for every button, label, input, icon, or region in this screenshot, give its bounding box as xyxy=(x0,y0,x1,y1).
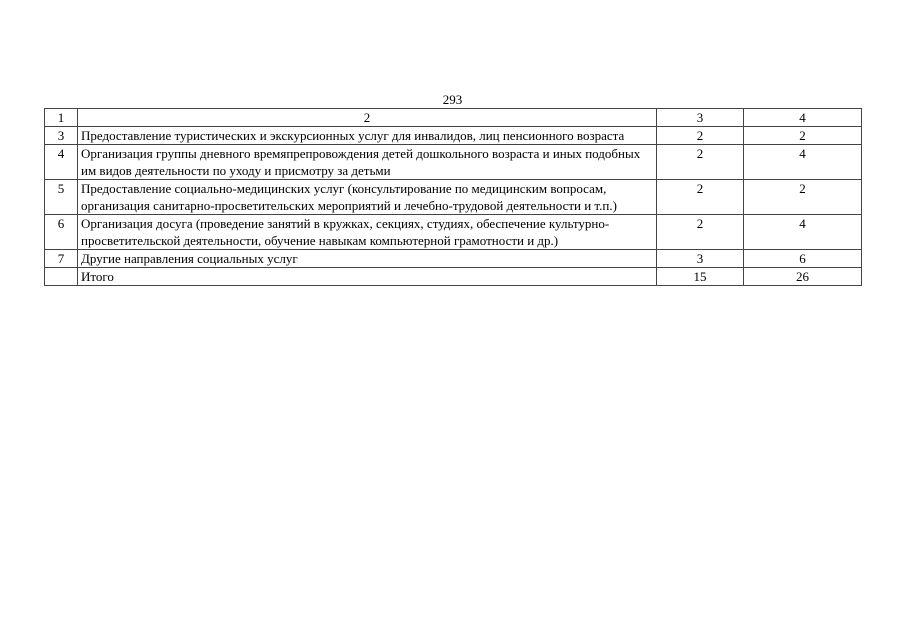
row-number: 4 xyxy=(45,145,78,180)
row-value-col4: 4 xyxy=(744,215,862,250)
row-description: Организация группы дневного времяпрепровождения детей дошкольного возраста и иных подобных им видов деятельности по уходу и присмотру за детьми xyxy=(78,145,657,180)
row-value-col4: 2 xyxy=(744,127,862,145)
row-number: 5 xyxy=(45,180,78,215)
row-description: Другие направления социальных услуг xyxy=(78,250,657,268)
row-number: 7 xyxy=(45,250,78,268)
row-value-col3: 2 xyxy=(657,145,744,180)
table-row xyxy=(45,180,862,215)
row-number: 3 xyxy=(45,127,78,145)
row-value-col3: 2 xyxy=(657,180,744,215)
total-label: Итого xyxy=(78,268,657,286)
table-row xyxy=(45,127,862,145)
total-value-col4: 26 xyxy=(744,268,862,286)
table-row xyxy=(45,145,862,180)
table-row xyxy=(45,250,862,268)
page-number: 293 xyxy=(442,92,463,107)
row-number xyxy=(45,268,78,286)
row-number: 6 xyxy=(45,215,78,250)
header-cell-4: 4 xyxy=(744,109,862,127)
row-description: Организация досуга (проведение занятий в кружках, секциях, студиях, обеспечение культурно-просветительской деятельности, обучение навыкам компьютерной грамотности и др.) xyxy=(78,215,657,250)
row-description: Предоставление туристических и экскурсионных услуг для инвалидов, лиц пенсионного возраста xyxy=(78,127,657,145)
row-value-col4: 6 xyxy=(744,250,862,268)
row-value-col3: 2 xyxy=(657,215,744,250)
table-total-row xyxy=(45,268,862,286)
header-cell-3: 3 xyxy=(657,109,744,127)
row-value-col3: 3 xyxy=(657,250,744,268)
header-cell-2: 2 xyxy=(78,109,657,127)
row-description: Предоставление социально-медицинских услуг (консультирование по медицинским вопросам, организация санитарно-просветительских мероприятий и лечебно-трудовой деятельности и т.п.) xyxy=(78,180,657,215)
services-table xyxy=(44,108,862,286)
header-cell-1: 1 xyxy=(45,109,78,127)
table-header-row xyxy=(45,109,862,127)
table-row xyxy=(45,215,862,250)
row-value-col3: 2 xyxy=(657,127,744,145)
row-value-col4: 2 xyxy=(744,180,862,215)
total-value-col3: 15 xyxy=(657,268,744,286)
row-value-col4: 4 xyxy=(744,145,862,180)
